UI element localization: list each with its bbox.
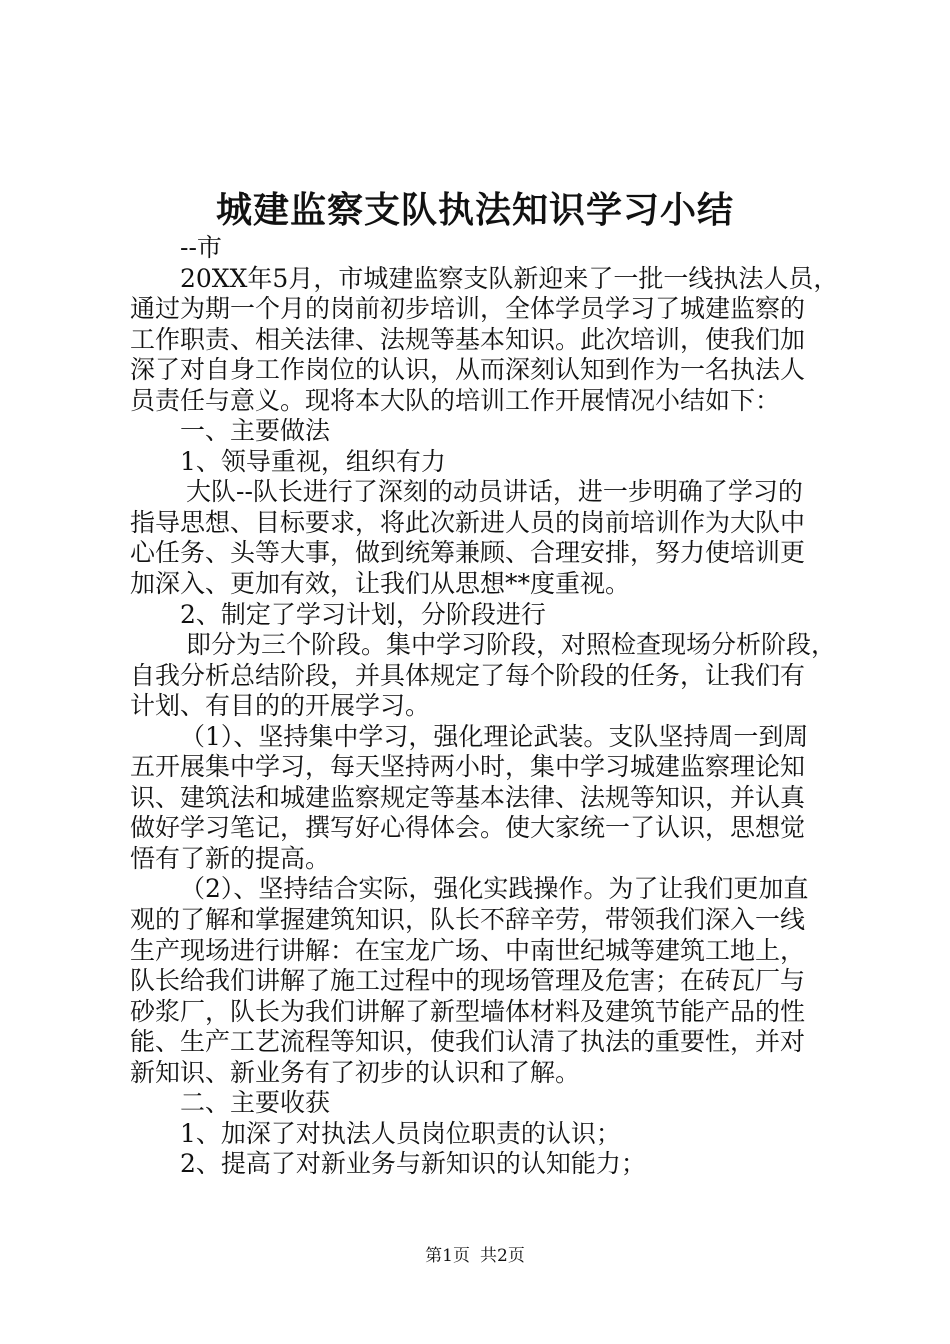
body-line: 五开展集中学习，每天坚持两小时，集中学习城建监察理论知 xyxy=(130,752,806,782)
body-line: 心任务、头等大事，做到统筹兼顾、合理安排，努力使培训更 xyxy=(130,538,806,568)
body-line: 即分为三个阶段。集中学习阶段，对照检查现场分析阶段， xyxy=(186,630,837,660)
body-line: 1、领导重视，组织有力 xyxy=(180,446,446,476)
body-line: 新知识、新业务有了初步的认识和了解。 xyxy=(130,1057,581,1087)
body-line: 大队--队长进行了深刻的动员讲话，进一步明确了学习的 xyxy=(186,477,803,507)
body-line: 观的了解和掌握建筑知识，队长不辞辛劳，带领我们深入一线 xyxy=(130,905,806,935)
body-line: 1、加深了对执法人员岗位职责的认识； xyxy=(180,1118,621,1148)
document-title: 城建监察支队执法知识学习小结 xyxy=(215,189,734,231)
page-number-current: 第1页 xyxy=(425,1246,470,1266)
body-line: 悟有了新的提高。 xyxy=(130,843,331,873)
body-line: --市 xyxy=(180,233,222,262)
page-footer xyxy=(0,1244,950,1268)
body-line: 加深入、更加有效，让我们从思想**度重视。 xyxy=(130,569,631,599)
body-line: （1）、坚持集中学习，强化理论武装。支队坚持周一到周 xyxy=(180,721,809,751)
body-line: 队长给我们讲解了施工过程中的现场管理及危害；在砖瓦厂与 xyxy=(130,966,806,996)
body-line: 员责任与意义。现将本大队的培训工作开展情况小结如下： xyxy=(130,385,781,415)
body-line: 2、提高了对新业务与新知识的认知能力； xyxy=(180,1149,646,1179)
page-number-total: 共2页 xyxy=(480,1246,525,1266)
body-line: 指导思想、目标要求，将此次新进人员的岗前培训作为大队中 xyxy=(130,507,806,537)
body-line: 生产现场进行讲解：在宝龙广场、中南世纪城等建筑工地上， xyxy=(130,935,806,965)
body-line: 砂浆厂，队长为我们讲解了新型墙体材料及建筑节能产品的性 xyxy=(130,996,806,1026)
body-line: 一、主要做法 xyxy=(180,416,331,446)
body-line: 自我分析总结阶段，并具体规定了每个阶段的任务，让我们有 xyxy=(130,660,806,690)
body-line: 20XX年5月，市城建监察支队新迎来了一批一线执法人员， xyxy=(180,263,839,293)
body-line: 通过为期一个月的岗前初步培训，全体学员学习了城建监察的 xyxy=(130,294,806,324)
body-line: 识、建筑法和城建监察规定等基本法律、法规等知识，并认真 xyxy=(130,782,806,812)
document-body xyxy=(130,233,839,1180)
body-line: 2、制定了学习计划，分阶段进行 xyxy=(180,599,546,629)
body-line: 工作职责、相关法律、法规等基本知识。此次培训，使我们加 xyxy=(130,324,806,354)
body-line: 能、生产工艺流程等知识，使我们认清了执法的重要性，并对 xyxy=(130,1027,806,1057)
body-line: 做好学习笔记，撰写好心得体会。使大家统一了认识，思想觉 xyxy=(130,813,806,843)
body-line: 二、主要收获 xyxy=(180,1088,331,1118)
body-line: 计划、有目的的开展学习。 xyxy=(130,691,431,721)
body-line: 深了对自身工作岗位的认识，从而深刻认知到作为一名执法人 xyxy=(130,355,806,385)
body-line: （2）、坚持结合实际，强化实践操作。为了让我们更加直 xyxy=(180,874,809,904)
